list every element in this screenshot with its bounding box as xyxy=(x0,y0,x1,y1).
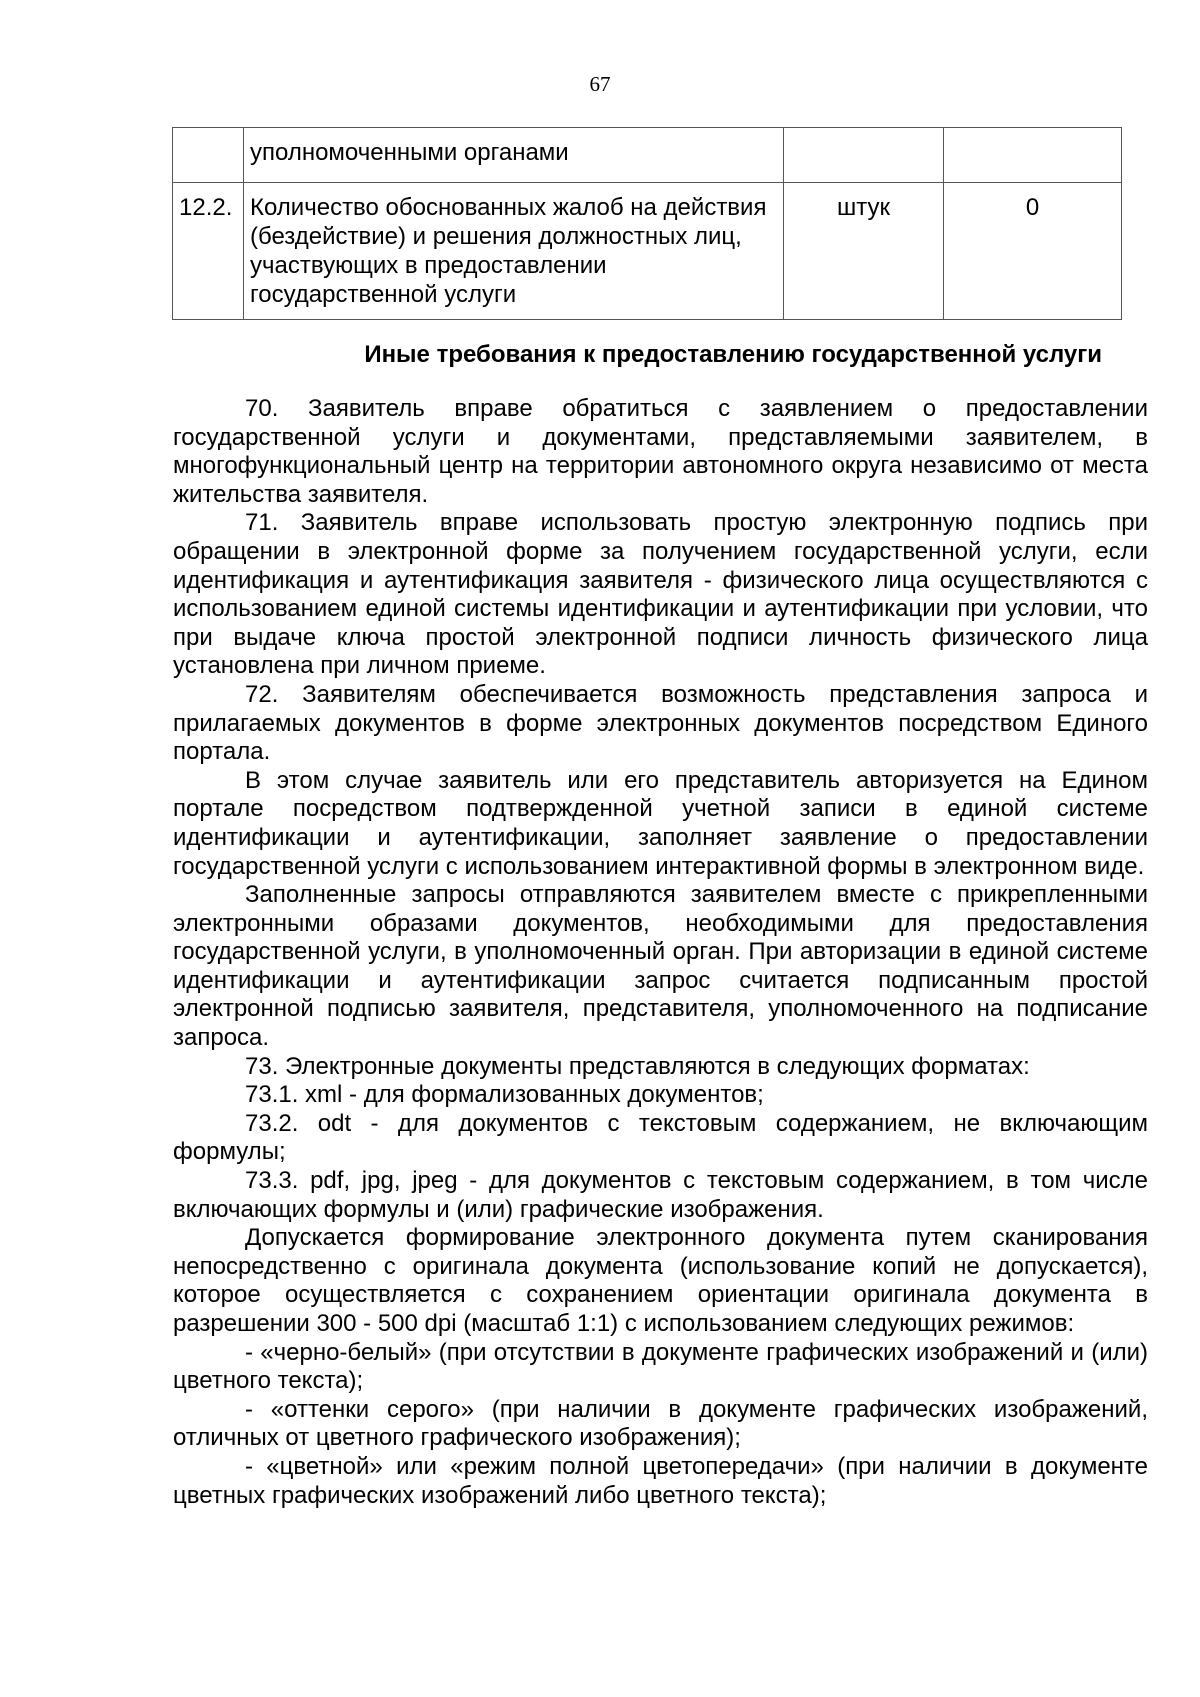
table-row xyxy=(173,128,1122,183)
paragraph: 70. Заявитель вправе обратиться с заявлением о предоставлении государственной услуги и документами, представляемыми заявителем, в многофункциональный центр на территории автономного округа независимо от места жительства заявителя. xyxy=(173,395,1148,508)
paragraph: - «цветной» или «режим полной цветопередачи» (при наличии в документе цветных графических изображений либо цветного текста); xyxy=(173,1452,1148,1509)
unit-cell: штук xyxy=(784,183,944,320)
paragraph: Заполненные запросы отправляются заявителем вместе с прикрепленными электронными образами документов, необходимыми для предоставления государственной услуги, в уполномоченный орган. При авторизации в единой системе идентификации и аутентификации запрос считается подписанным простой электронной подписью заявителя, представителя, уполномоченного на подписание запроса. xyxy=(173,881,1148,1052)
section-title: Иные требования к предоставлению государственной услуги xyxy=(364,341,1102,368)
paragraph: - «черно-белый» (при отсутствии в документе графических изображений и (или) цветного текста); xyxy=(173,1338,1148,1395)
paragraph: 73.3. pdf, jpg, jpeg - для документов с текстовым содержанием, в том числе включающих формулы и (или) графические изображения. xyxy=(173,1167,1148,1223)
row-number-cell: 12.2. xyxy=(173,183,244,320)
paragraph: - «оттенки серого» (при наличии в документе графических изображений, отличных от цветного графического изображения); xyxy=(173,1395,1148,1452)
indicator-name-cell: уполномоченными органами xyxy=(244,128,784,183)
body-text xyxy=(173,395,1148,1510)
value-cell: 0 xyxy=(944,183,1122,320)
paragraph: 73. Электронные документы представляются в следующих форматах: xyxy=(245,1052,1030,1080)
paragraph: Допускается формирование электронного документа путем сканирования непосредственно с оригинала документа (использование копий не допускается), которое осуществляется с сохранением ориентации оригинала документа в разрешении 300 - 500 dpi (масштаб 1:1) с использованием следующих режимов: xyxy=(173,1224,1148,1337)
page-number: 67 xyxy=(589,72,611,96)
paragraph: 73.1. xml - для формализованных документов; xyxy=(245,1081,764,1109)
row-number-cell xyxy=(173,128,244,183)
indicator-name-cell: Количество обоснованных жалоб на действия (бездействие) и решения должностных лиц, участвующих в предоставлении государственной услуги xyxy=(244,183,784,320)
paragraph: 71. Заявитель вправе использовать простую электронную подпись при обращении в электронной форме за получением государственной услуги, если идентификация и аутентификация заявителя - физического лица осуществляются с использованием единой системы идентификации и аутентификации при условии, что при выдаче ключа простой электронной подписи личность физического лица установлена при личном приеме. xyxy=(173,509,1148,680)
value-cell xyxy=(944,128,1122,183)
unit-cell xyxy=(784,128,944,183)
paragraph: 73.2. odt - для документов с текстовым содержанием, не включающим формулы; xyxy=(173,1109,1148,1166)
indicators-table xyxy=(172,127,1122,320)
table-row xyxy=(173,183,1122,320)
paragraph: В этом случае заявитель или его представитель авторизуется на Едином портале посредством подтвержденной учетной записи в единой системе идентификации и аутентификации, заполняет заявление о предоставлении государственной услуги с использованием интерактивной формы в электронном виде. xyxy=(173,766,1148,880)
paragraph: 72. Заявителям обеспечивается возможность представления запроса и прилагаемых документов в форме электронных документов посредством Единого портала. xyxy=(173,680,1148,766)
